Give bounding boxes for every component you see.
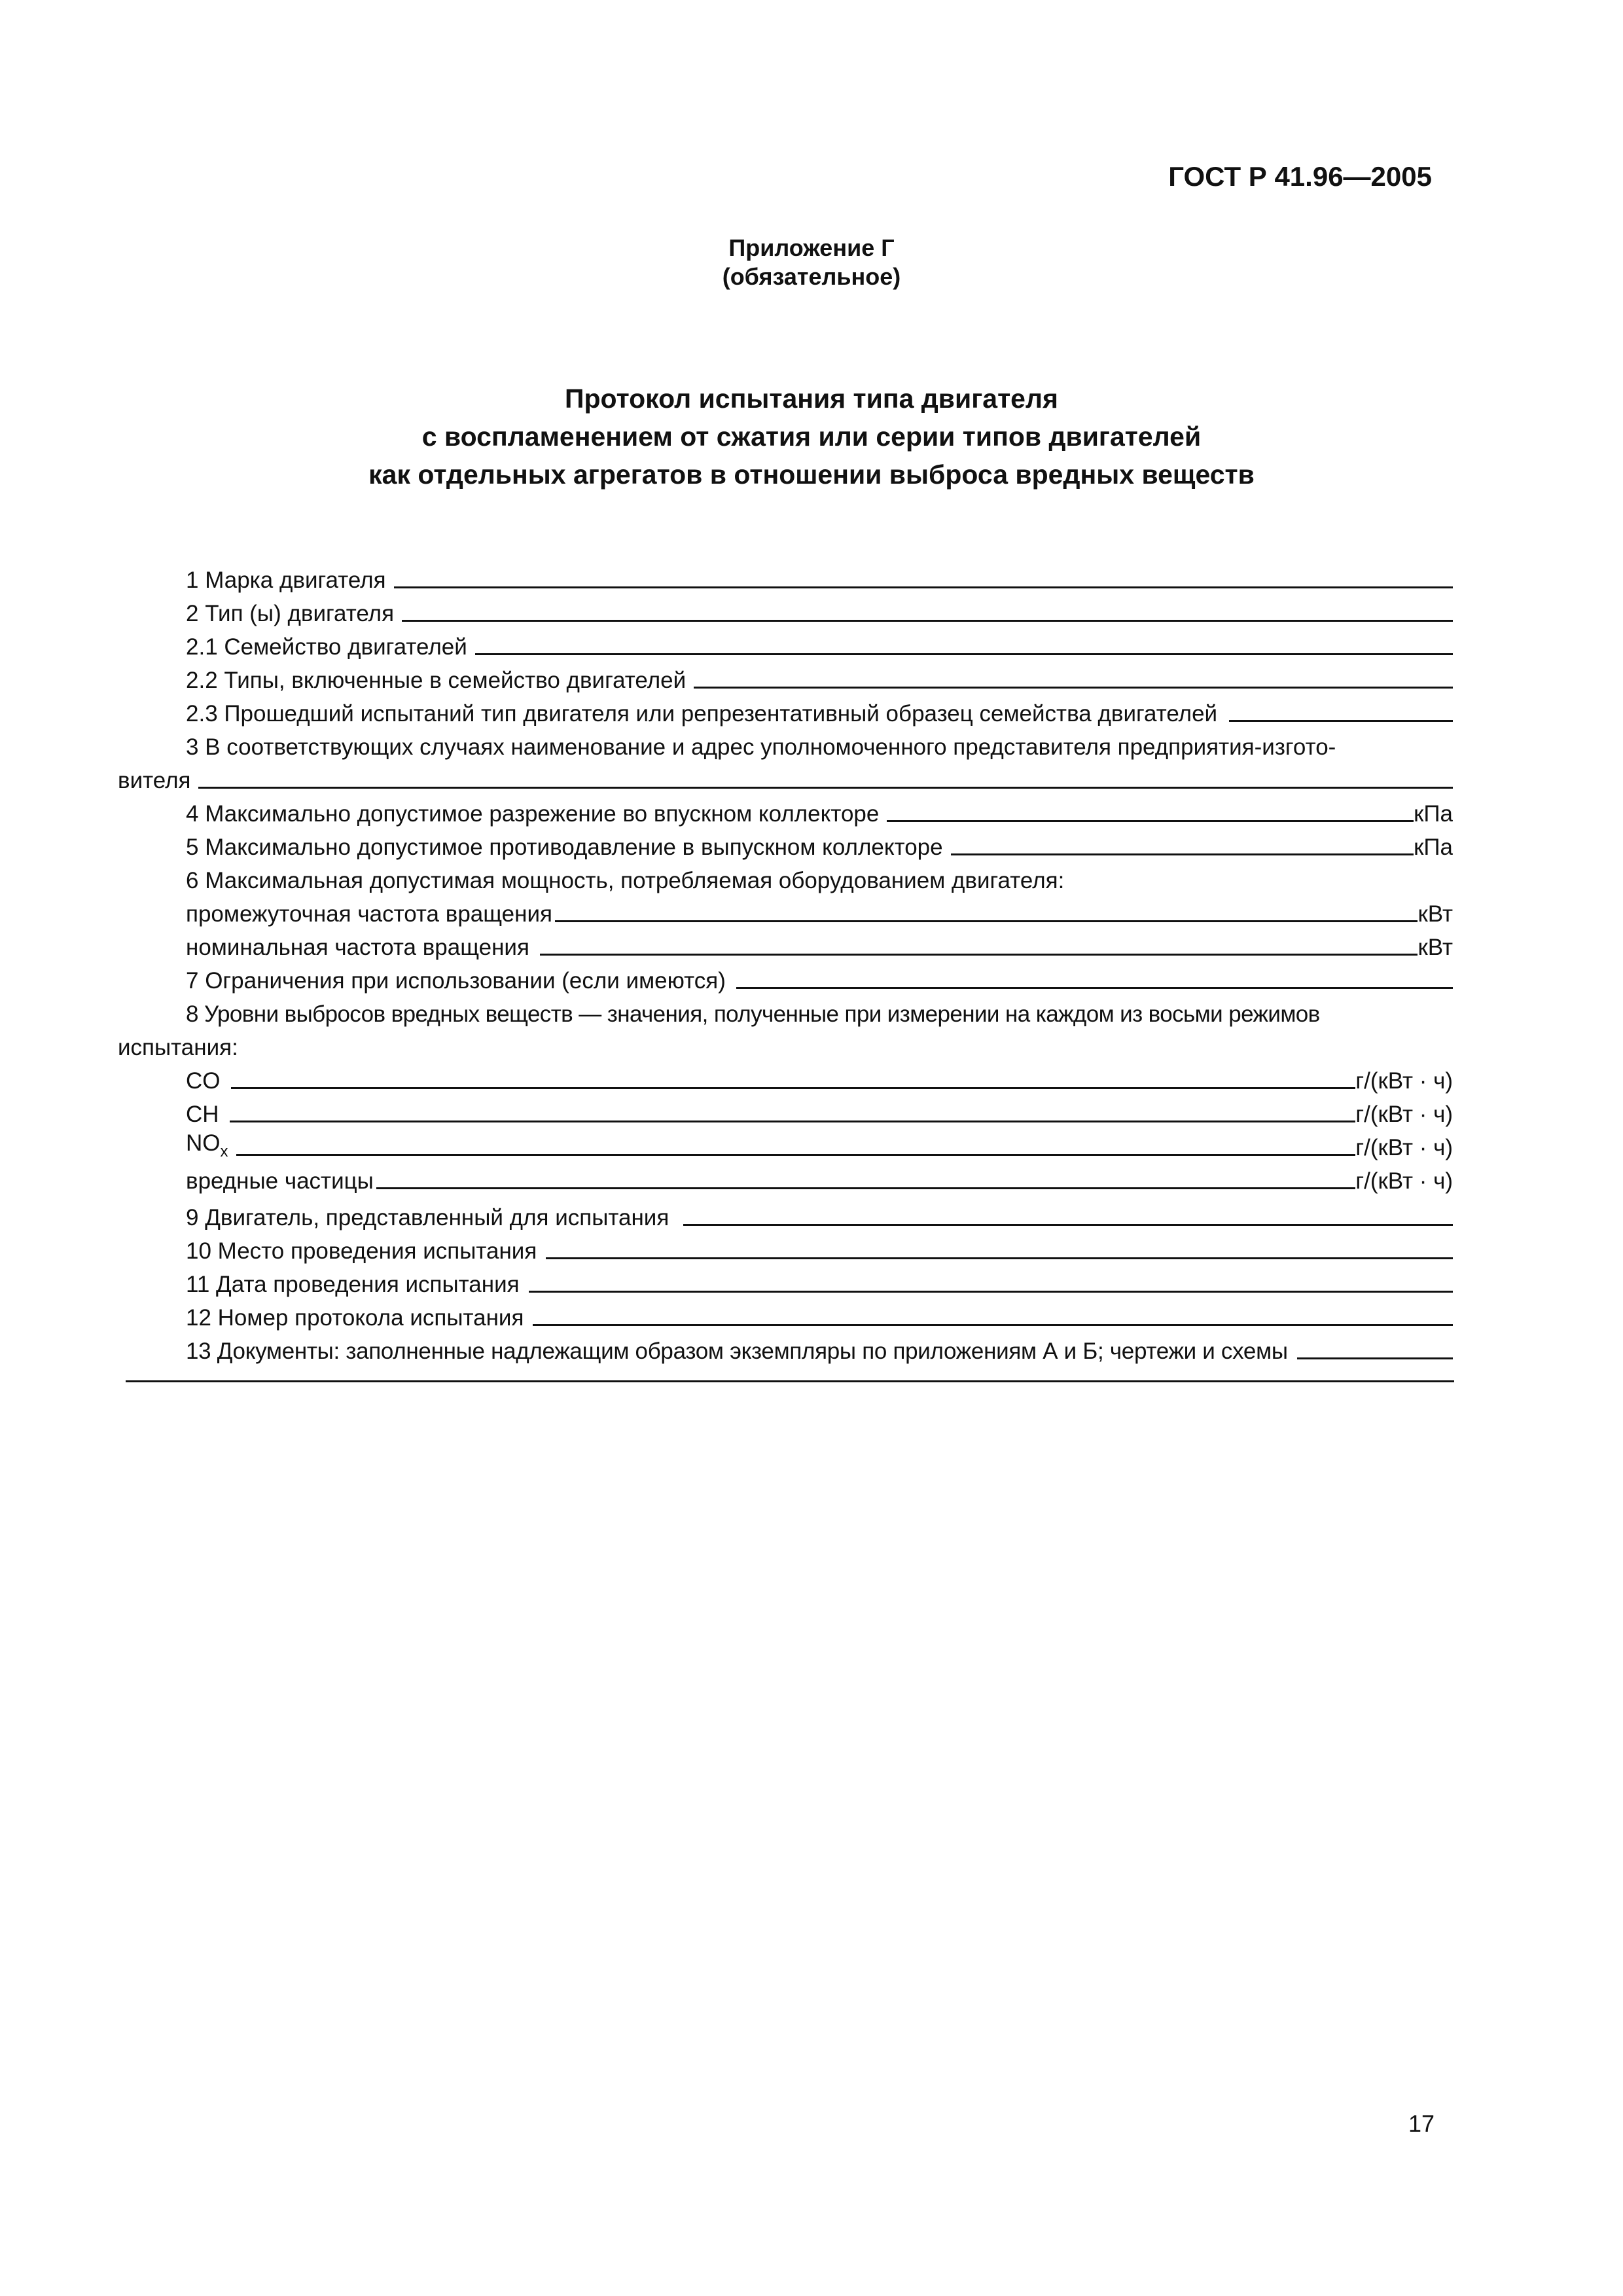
form-line-ch [186, 1094, 1453, 1128]
form-line-test-place [186, 1230, 1453, 1265]
entry-blank[interactable] [529, 1291, 1453, 1293]
entry-blank[interactable] [694, 687, 1453, 689]
entry-blank[interactable] [198, 787, 1453, 789]
field-label: 13 Документы: заполненные надлежащим образом экземпляры по приложениям А и Б; чертежи и схемы [186, 1338, 1288, 1364]
field-label: 3 В соответствующих случаях наименование и адрес уполномоченного представителя предприятия-изгото- [186, 734, 1336, 760]
entry-blank[interactable] [231, 1087, 1356, 1089]
entry-blank[interactable] [1297, 1357, 1453, 1359]
field-label: 10 Место проведения испытания [186, 1238, 537, 1264]
field-label: вредные частицы [186, 1168, 374, 1194]
form-line-particulates [186, 1160, 1453, 1194]
unit-label: кВт [1418, 901, 1453, 927]
field-label: 2 Тип (ы) двигателя [186, 600, 395, 626]
field-label: промежуточная частота вращения [186, 901, 552, 927]
title-line-1: Протокол испытания типа двигателя [565, 384, 1058, 414]
form-line-tested-type [186, 693, 1453, 727]
entry-blank[interactable] [376, 1187, 1355, 1189]
entry-blank[interactable] [546, 1257, 1453, 1259]
field-label: 12 Номер протокола испытания [186, 1304, 524, 1331]
unit-label: г/(кВт · ч) [1355, 1134, 1453, 1160]
form-line-test-date [186, 1264, 1453, 1298]
page-number: 17 [1408, 2110, 1435, 2137]
form-line-engine-brand [186, 560, 1453, 594]
document-code: ГОСТ Р 41.96—2005 [1168, 161, 1432, 192]
field-label: 8 Уровни выбросов вредных веществ — значения, полученные при измерении на каждом из восьми режимов [186, 1001, 1320, 1027]
form-line-exhaust-backpressure [186, 827, 1453, 861]
unit-label: г/(кВт · ч) [1355, 1168, 1453, 1194]
field-label: 7 Ограничения при использовании (если имеются) [186, 967, 726, 994]
field-label: испытания: [118, 1034, 238, 1060]
entry-blank[interactable] [402, 620, 1453, 622]
entry-blank[interactable] [540, 954, 1418, 956]
unit-label: кПа [1414, 834, 1453, 860]
field-label: 2.2 Типы, включенные в семейство двигателей [186, 667, 687, 693]
form-line-report-number [186, 1297, 1453, 1331]
form-line-documents [186, 1331, 1453, 1365]
form-line-emission-levels-cont [118, 1027, 1453, 1061]
nox-subscript: x [220, 1143, 228, 1161]
field-label: 2.3 Прошедший испытаний тип двигателя или репрезентативный образец семейства двигателей [186, 700, 1218, 726]
unit-label: г/(кВт · ч) [1355, 1067, 1453, 1094]
entry-blank[interactable] [394, 586, 1453, 588]
field-label: 2.1 Семейство двигателей [186, 634, 467, 660]
field-label: CO [186, 1067, 221, 1094]
form-line-test-engine [186, 1197, 1453, 1231]
entry-blank[interactable] [683, 1224, 1453, 1226]
form-line-max-power [186, 860, 1453, 894]
title-line-3: как отдельных агрегатов в отношении выброса вредных веществ [368, 459, 1255, 490]
field-label: 4 Максимально допустимое разрежение во впускном коллекторе [186, 800, 880, 827]
form-line-representative [186, 726, 1453, 761]
field-label: 11 Дата проведения испытания [186, 1271, 520, 1297]
field-label: вителя [118, 767, 191, 793]
form-line-co [186, 1060, 1453, 1094]
unit-label: г/(кВт · ч) [1355, 1101, 1453, 1127]
entry-blank[interactable] [951, 853, 1414, 855]
field-label: номинальная частота вращения [186, 934, 529, 960]
entry-blank[interactable] [475, 653, 1453, 655]
appendix-status: (обязательное) [722, 263, 901, 290]
unit-label: кВт [1418, 934, 1453, 960]
entry-blank[interactable] [1229, 720, 1453, 722]
form-line-nox [186, 1127, 1453, 1161]
form-line-rated-speed [186, 927, 1453, 961]
entry-blank[interactable] [555, 920, 1418, 922]
appendix-label: Приложение Г [728, 234, 895, 261]
form-line-family-types [186, 660, 1453, 694]
field-label: 5 Максимально допустимое противодавление в выпускном коллекторе [186, 834, 943, 860]
form-line-intake-depression [186, 793, 1453, 827]
field-label: 9 Двигатель, представленный для испытания [186, 1204, 669, 1230]
form-line-intermediate-speed [186, 893, 1453, 927]
entry-blank[interactable] [887, 820, 1414, 822]
form-line-representative-cont [118, 760, 1453, 794]
nox-base: NO [186, 1130, 221, 1157]
field-label: 1 Марка двигателя [186, 567, 386, 593]
entry-blank[interactable] [736, 987, 1453, 989]
title-line-2: с воспламенением от сжатия или серии типов двигателей [421, 422, 1202, 452]
entry-blank[interactable] [236, 1154, 1356, 1156]
entry-blank[interactable] [230, 1121, 1356, 1122]
form-line-engine-type [186, 593, 1453, 627]
entry-blank[interactable] [533, 1324, 1453, 1326]
form-line-restrictions [186, 960, 1453, 994]
field-label [186, 1130, 228, 1161]
form-line-engine-family [186, 626, 1453, 660]
field-label: CH [186, 1101, 219, 1127]
form-line-emission-levels [186, 994, 1453, 1028]
field-label: 6 Максимальная допустимая мощность, потребляемая оборудованием двигателя: [186, 867, 1065, 893]
form-end-rule [126, 1380, 1454, 1382]
unit-label: кПа [1414, 800, 1453, 827]
